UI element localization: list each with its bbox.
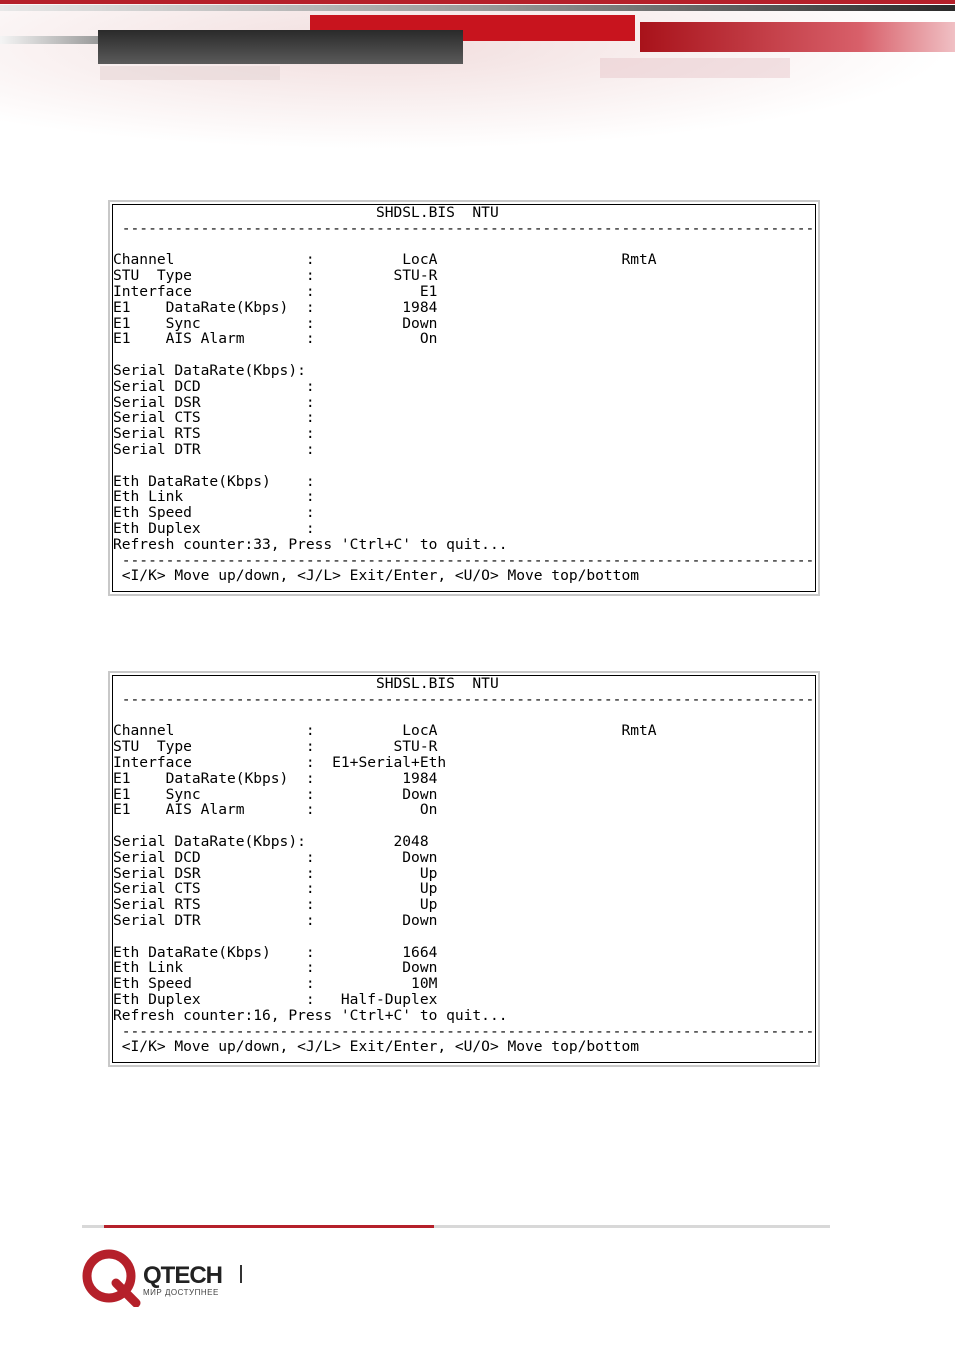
terminal-screenshot-1 <box>108 200 820 596</box>
brand-tagline: МИР ДОСТУПНЕЕ <box>143 1288 219 1297</box>
brand-name: QTECH <box>143 1262 222 1289</box>
header-banner <box>0 0 955 150</box>
footer-divider <box>82 1225 830 1228</box>
footer-separator <box>240 1265 242 1283</box>
terminal-screenshot-2 <box>108 671 820 1067</box>
qtech-logo-icon <box>82 1247 142 1307</box>
terminal-text: SHDSL.BIS NTU ------------------------------------------------------------------------------- Channel : LocA RmtA STU Type : STU-R Interface : E1 E1 DataRate(Kbps) : 1984 E1 Sync : Down E1 AIS Alarm : On Serial DataRate(Kbps): Serial DCD : Serial DSR : Serial CTS : Serial RTS : Serial DTR : Eth DataRate(Kbps) : Eth Link : Eth Speed : Eth Duplex : Refresh counter:33, Press 'Ctrl+C' to quit... ------------------------------------------------------------------------------- <I/K> Move up/down, <J/L> Exit/Enter, <U/O> Move top/bottom <box>113 204 815 585</box>
terminal-text: SHDSL.BIS NTU ------------------------------------------------------------------------------- Channel : LocA RmtA STU Type : STU-R Interface : E1+Serial+Eth E1 DataRate(Kbps) : 1984 E1 Sync : Down E1 AIS Alarm : On Serial DataRate(Kbps): 2048 Serial DCD : Down Serial DSR : Up Serial CTS : Up Serial RTS : Up Serial DTR : Down Eth DataRate(Kbps) : 1664 Eth Link : Down Eth Speed : 10M Eth Duplex : Half-Duplex Refresh counter:16, Press 'Ctrl+C' to quit... ------------------------------------------------------------------------------- <I/K> Move up/down, <J/L> Exit/Enter, <U/O> Move top/bottom <box>113 675 815 1056</box>
